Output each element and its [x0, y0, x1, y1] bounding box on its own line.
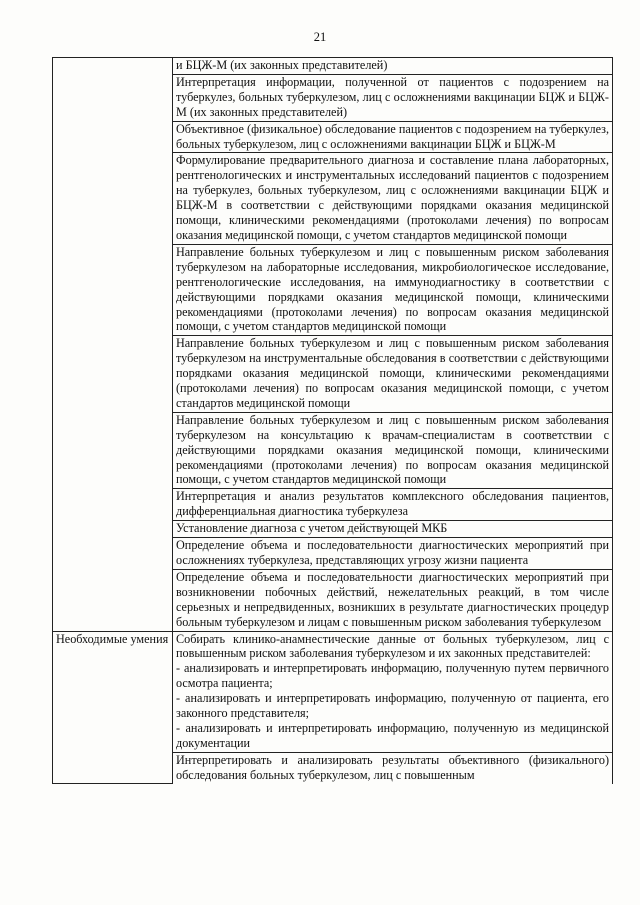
- table-cell: [173, 752, 613, 783]
- table-cell: Определение объема и последовательности диагностических мероприятий при осложнениях туберкулеза, представляющих угрозу жизни пациента: [173, 538, 613, 570]
- table-cell: Определение объема и последовательности диагностических мероприятий при возникновении побочных действий, нежелательных реакций, в том числе серьезных и непредвиденных, возникших в результате диагностических процедур больным туберкулезом и лицам с повышенным риском заболевания туберкулезом: [173, 569, 613, 631]
- table-cell: Установление диагноза с учетом действующей МКБ: [173, 521, 613, 538]
- table-cell: Интерпретация и анализ результатов комплексного обследования пациентов, дифференциальная диагностика туберкулеза: [173, 489, 613, 521]
- table-cell: Направление больных туберкулезом и лиц с повышенным риском заболевания туберкулезом на инструментальные обследования в соответствии с действующими порядками оказания медицинской помощи, клиническими рекомендациями (протоколами лечения) по вопросам оказания медицинской помощи, с учетом стандартов медицинской помощи: [173, 336, 613, 413]
- table-cell: Объективное (физикальное) обследование пациентов с подозрением на туберкулез, больных туберкулезом, лиц с осложнениями вакцинации БЦЖ и БЦЖ-М: [173, 121, 613, 153]
- page-number: 21: [313, 30, 327, 44]
- table-row: [53, 58, 613, 75]
- cell-line: - анализировать и интерпретировать информацию, полученную путем первичного осмотра пациента;: [176, 661, 609, 691]
- competency-table: [52, 57, 613, 784]
- table-cell: и БЦЖ-М (их законных представителей): [173, 58, 613, 75]
- row-label-empty: [53, 58, 173, 632]
- table-cell: Интерпретация информации, полученной от пациентов с подозрением на туберкулез, больных туберкулезом, лиц с осложнениями вакцинации БЦЖ и БЦЖ-М (их законных представителей): [173, 74, 613, 121]
- cell-line: Собирать клинико-анамнестические данные от больных туберкулезом, лиц с повышенным риском заболевания туберкулезом и их законных представителей:: [176, 631, 609, 661]
- table-cell: [173, 631, 613, 752]
- table-cell: Направление больных туберкулезом и лиц с повышенным риском заболевания туберкулезом на консультацию к врачам-специалистам в соответствии с действующими порядками оказания медицинской помощи, клиническими рекомендациями (протоколами лечения) по вопросам оказания медицинской помощи, с учетом стандартов медицинской помощи: [173, 412, 613, 489]
- table-cell: Направление больных туберкулезом и лиц с повышенным риском заболевания туберкулезом на лабораторные исследования, микробиологическое исследование, рентгенологические исследования, на иммунодиагностику в соответствии с действующими порядками оказания медицинской помощи, клиническими рекомендациями (протоколами лечения) по вопросам оказания медицинской помощи, с учетом стандартов медицинской помощи: [173, 244, 613, 335]
- cell-line: - анализировать и интерпретировать информацию, полученную из медицинской документации: [176, 720, 609, 750]
- table-cell: Формулирование предварительного диагноза и составление плана лабораторных, рентгенологических и инструментальных исследований пациентов с подозрением на туберкулез, больных туберкулезом, лиц с осложнениями вакцинации БЦЖ и БЦЖ-М в соответствии с действующими порядками оказания медицинской помощи, клиническими рекомендациями (протоколами лечения) по вопросам оказания медицинской помощи, с учетом стандартов медицинской помощи: [173, 153, 613, 244]
- table-row: [53, 631, 613, 752]
- cell-line: Интерпретировать и анализировать результаты объективного (физикального) обследования больных туберкулезом, лиц с повышенным: [176, 752, 609, 782]
- cell-line: - анализировать и интерпретировать информацию, полученную от пациента, его законного представителя;: [176, 691, 609, 721]
- section-label-required-skills: Необходимые умения: [53, 631, 173, 784]
